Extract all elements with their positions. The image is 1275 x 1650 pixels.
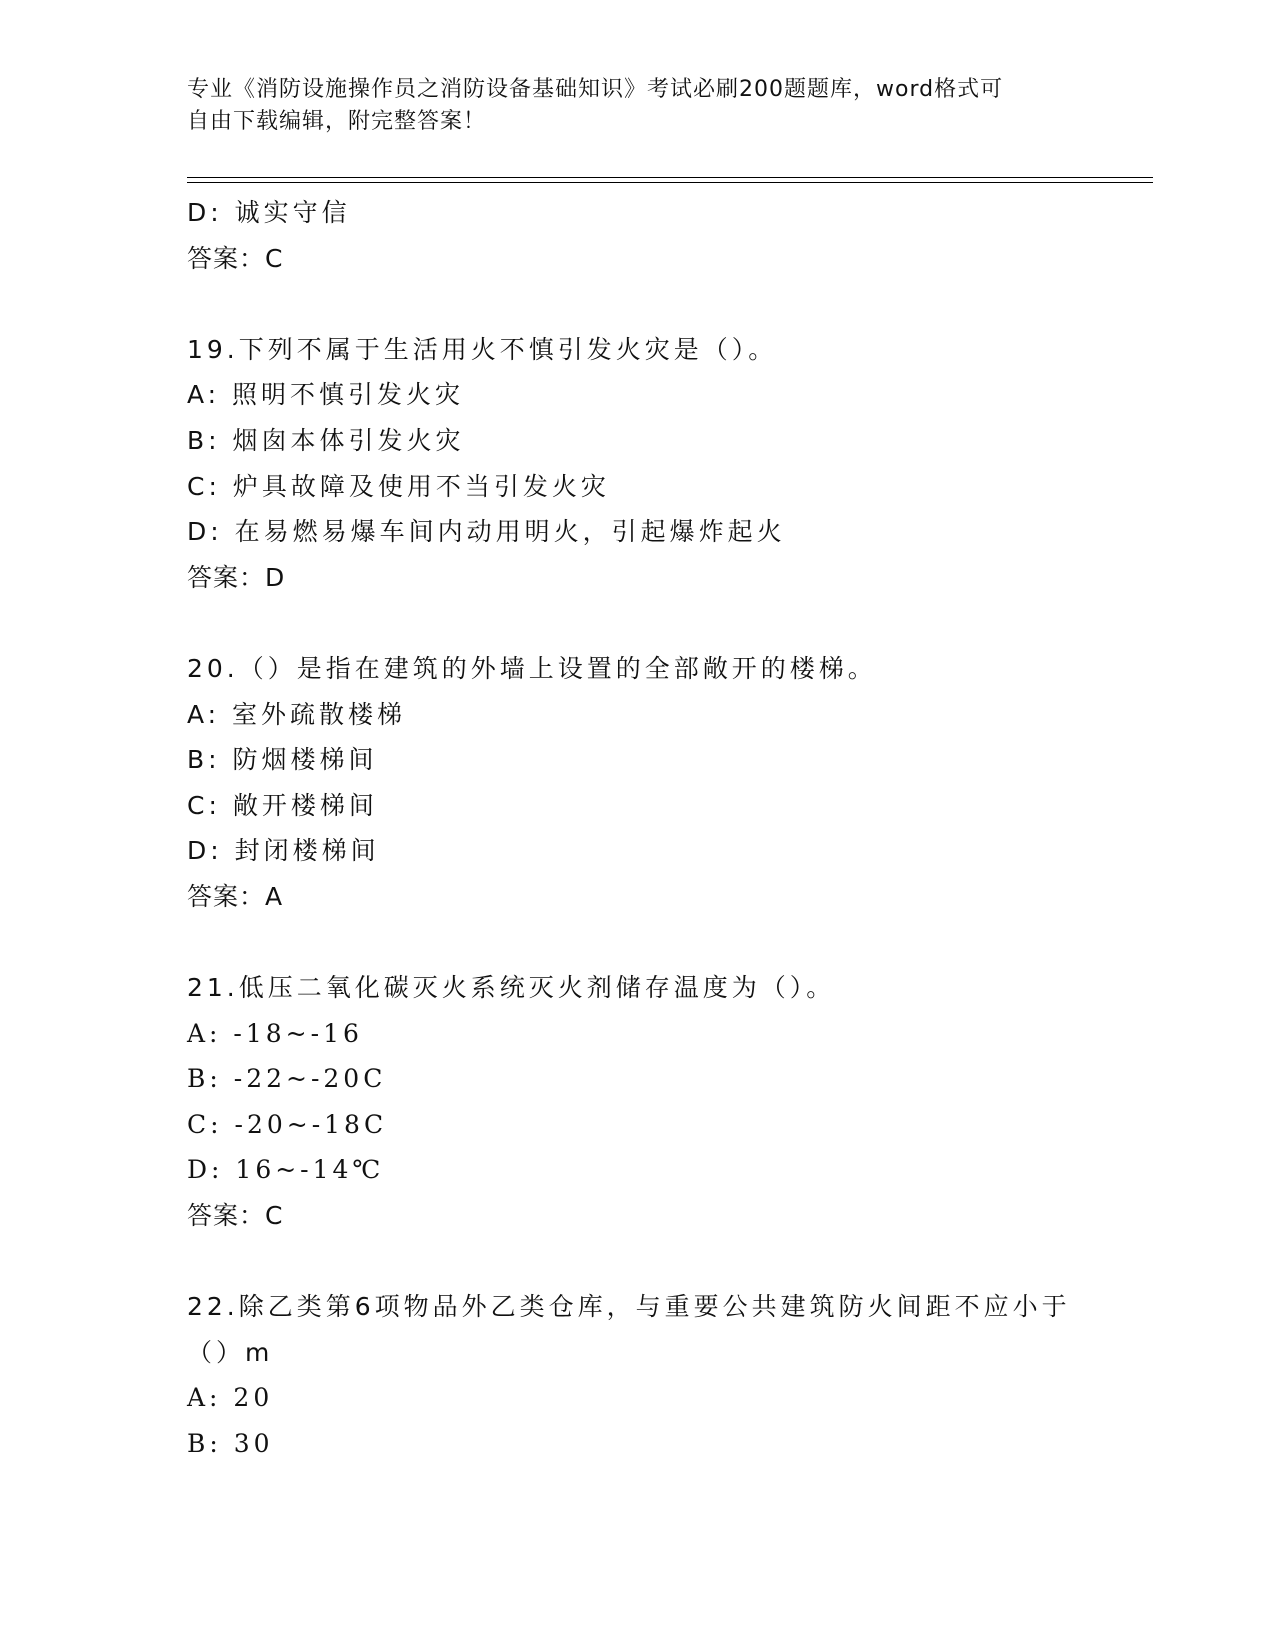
header-divider-top xyxy=(187,177,1153,178)
option-a: A: 20 xyxy=(187,1383,274,1413)
question-19 xyxy=(187,327,1137,601)
option-b: B: 防烟楼梯间 xyxy=(187,745,378,775)
header-line-2: 自由下载编辑，附完整答案！ xyxy=(187,109,487,134)
question-list xyxy=(187,190,1137,1467)
answer: 答案：C xyxy=(187,243,284,273)
question-text: 19.下列不属于生活用火不慎引发火灾是（）。 xyxy=(187,334,778,364)
option-a: A: -18~-16 xyxy=(187,1018,363,1048)
answer: 答案：C xyxy=(187,1201,284,1231)
option-d: D: 16~-14℃ xyxy=(187,1155,385,1185)
question-text: 20.（）是指在建筑的外墙上设置的全部敞开的楼梯。 xyxy=(187,653,877,683)
question-21 xyxy=(187,965,1137,1239)
document-header xyxy=(187,74,1087,138)
header-line-1: 专业《消防设施操作员之消防设备基础知识》考试必刷200题题库，word格式可 xyxy=(187,77,1004,102)
option-b: B: 30 xyxy=(187,1429,274,1459)
option-d: D: 诚实守信 xyxy=(187,198,351,227)
question-20 xyxy=(187,646,1137,920)
question-text: 22.除乙类第6项物品外乙类仓库，与重要公共建筑防火间距不应小于 xyxy=(187,1292,1071,1322)
header-divider-bottom xyxy=(187,182,1153,183)
answer: 答案：D xyxy=(187,562,286,592)
option-b: B: -22~-20C xyxy=(187,1064,387,1094)
option-c: C: 敞开楼梯间 xyxy=(187,790,378,820)
option-d: D: 封闭楼梯间 xyxy=(187,836,380,866)
question-22 xyxy=(187,1284,1137,1466)
question-text-continued: （）m xyxy=(187,1337,274,1367)
option-a: A: 室外疏散楼梯 xyxy=(187,699,407,729)
option-b: B: 烟囱本体引发火灾 xyxy=(187,425,465,455)
option-c: C: 炉具故障及使用不当引发火灾 xyxy=(187,471,610,501)
option-a: A: 照明不慎引发火灾 xyxy=(187,380,465,410)
option-d: D: 在易燃易爆车间内动用明火，引起爆炸起火 xyxy=(187,517,786,547)
answer: 答案：A xyxy=(187,881,284,911)
option-c: C: -20~-18C xyxy=(187,1109,388,1139)
question-text: 21.低压二氧化碳灭火系统灭火剂储存温度为（）。 xyxy=(187,973,836,1003)
